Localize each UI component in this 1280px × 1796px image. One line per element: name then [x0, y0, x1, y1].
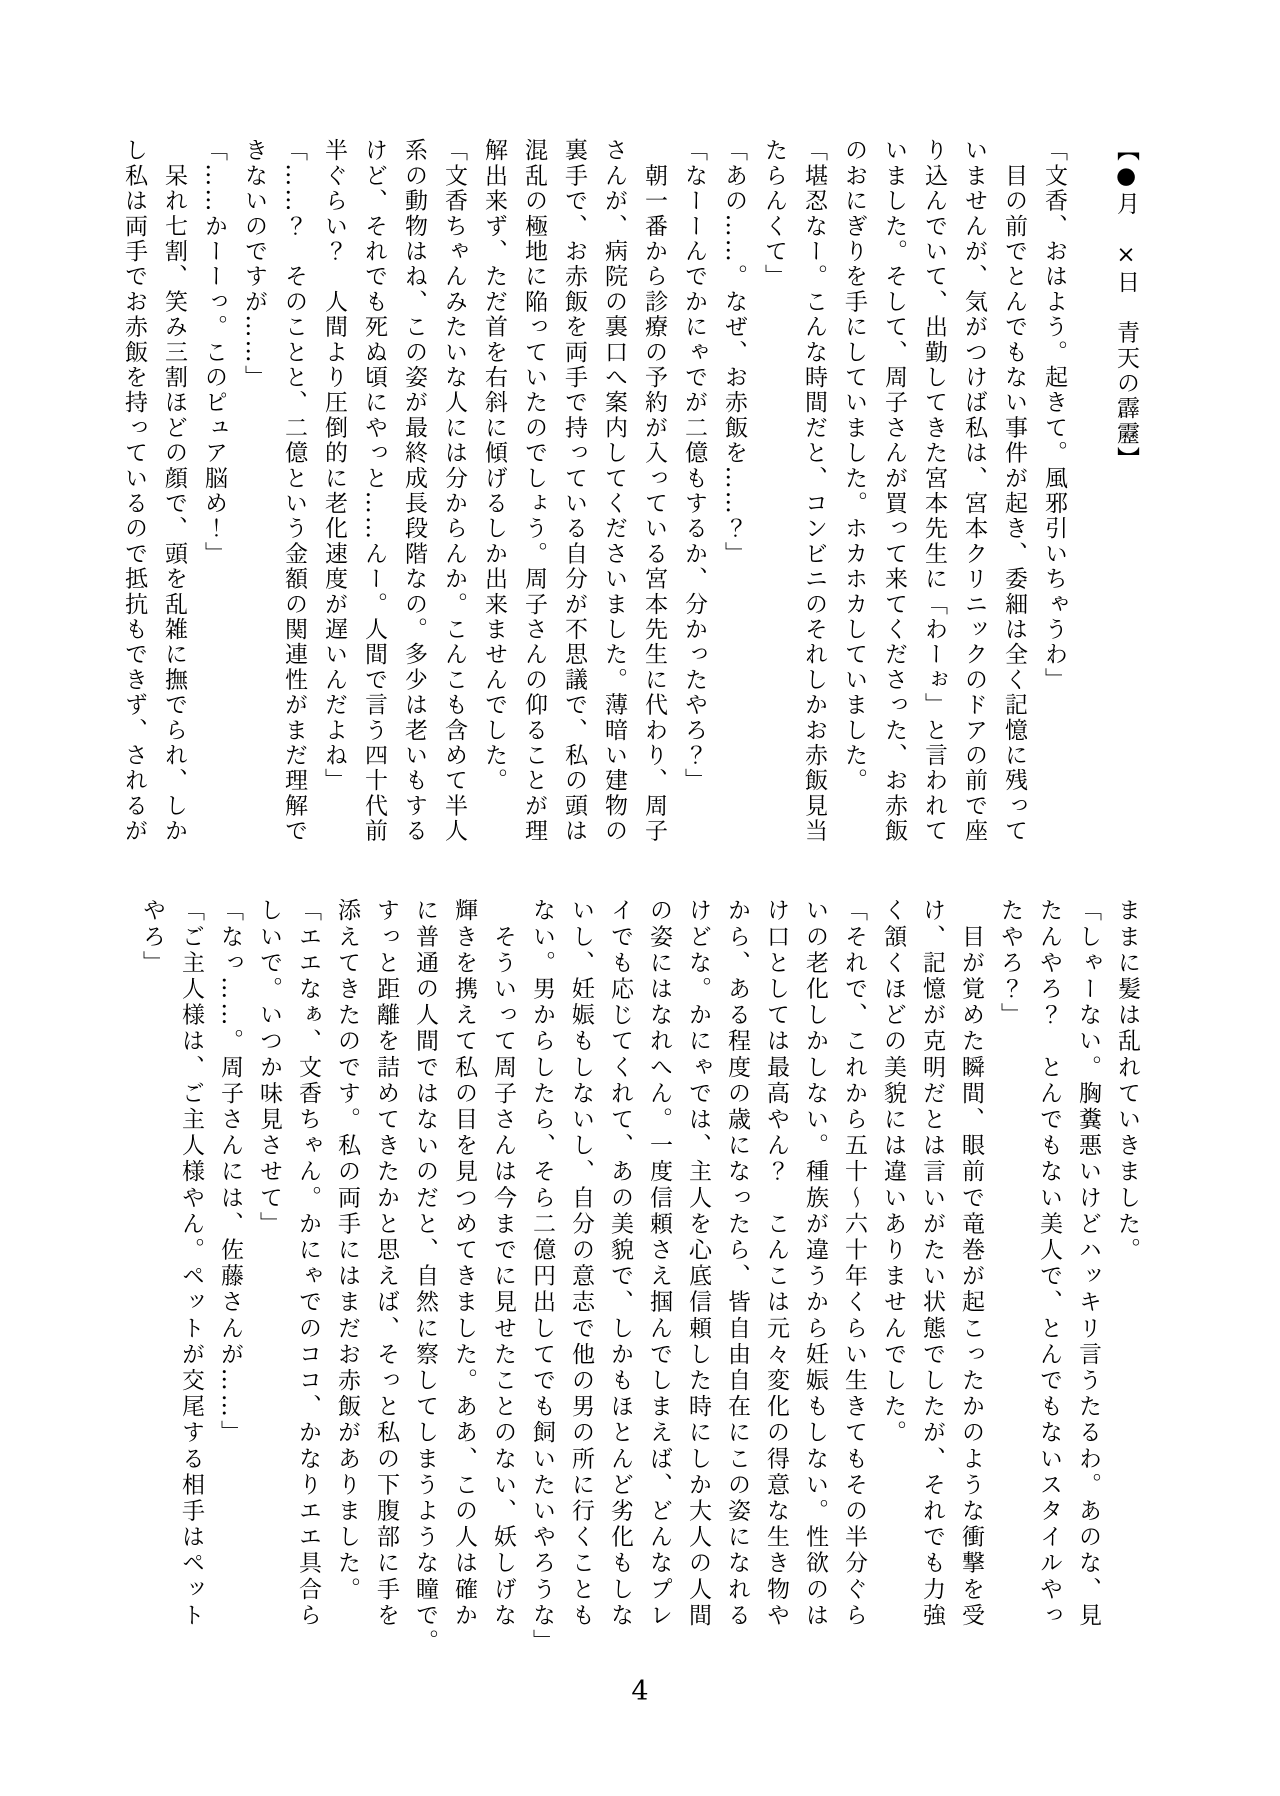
text-line: ない。男からしたら、そら二億円出してでも飼いたいやろうな」: [529, 898, 555, 1655]
text-line: イでも応じてくれて、あの美貌で、しかもほとんど劣化もしな: [607, 898, 633, 1629]
text-line: 【●月 ×日 青天の霹靂】: [1113, 138, 1139, 472]
text-line: たんやろ？ とんでもない美人で、とんでもないスタイルやっ: [1036, 898, 1062, 1629]
text-line: けどな。かにゃでは、主人を心底信頼した時にしか大人の人間: [685, 898, 711, 1629]
text-line: 「なーーんでかにゃでが二億もするか、分かったやろ？」: [681, 138, 707, 794]
text-line: 「文香ちゃんみたいな人には分からんか。こんこも含めて半人: [441, 138, 467, 844]
text-line: 輝きを携えて私の目を見つめてきました。ああ、この人は確か: [451, 898, 477, 1629]
text-line: 「……？ そのことと、二億という金額の関連性がまだ理解で: [281, 138, 307, 844]
diary-entry-top-block: [114, 138, 1146, 848]
text-line: の姿にはなれへん。一度信頼さえ掴んでしまえば、どんなプレ: [646, 898, 672, 1629]
text-line: たやろ？」: [997, 898, 1023, 1029]
text-line: 「それで、これから五十〜六十年くらい生きてもその半分ぐら: [841, 898, 867, 1629]
text-line: 「堪忍なー。こんな時間だと、コンビニのそれしかお赤飯見当: [801, 138, 827, 844]
text-line: 呆れ七割、笑み三割ほどの顔で、頭を乱雑に撫でられ、しか: [161, 138, 187, 844]
text-line: 「文香、おはよう。起きて。風邪引いちゃうわ」: [1041, 138, 1067, 693]
text-line: け口としては最高やん？ こんこは元々変化の得意な生き物や: [763, 898, 789, 1629]
text-line: 混乱の極地に陥っていたのでしょう。周子さんの仰ることが理: [521, 138, 547, 844]
text-line: 解出来ず、ただ首を右斜に傾げるしか出来ませんでした。: [481, 138, 507, 794]
text-line: 裏手で、お赤飯を両手で持っている自分が不思議で、私の頭は: [561, 138, 587, 844]
text-line: り込んでいて、出勤してきた宮本先生に「わーぉ」と言われて: [921, 138, 947, 844]
text-line: から、ある程度の歳になったら、皆自由自在にこの姿になれる: [724, 898, 750, 1629]
text-line: 系の動物はね、この姿が最終成長段階なの。多少は老いもする: [401, 138, 427, 844]
text-line: しいで。いつか味見させて」: [256, 898, 282, 1238]
text-line: 目が覚めた瞬間、眼前で竜巻が起こったかのような衝撃を受: [958, 898, 984, 1629]
page-number: 4: [631, 1676, 649, 1707]
text-line: 「しゃーない。胸糞悪いけどハッキリ言うたるわ。あのな、見: [1075, 898, 1101, 1629]
text-line: いし、妊娠もしないし、自分の意志で他の男の所に行くことも: [568, 898, 594, 1629]
text-line: 添えてきたのです。私の両手にはまだお赤飯がありました。: [334, 898, 360, 1603]
text-line: すっと距離を詰めてきたかと思えば、そっと私の下腹部に手を: [373, 898, 399, 1629]
text-line: 「……かーーっ。このピュア脳め！」: [201, 138, 227, 567]
text-line: いました。そして、周子さんが買って来てくださった、お赤飯: [881, 138, 907, 844]
diary-entry-bottom-block: [132, 898, 1146, 1655]
text-line: し私は両手でお赤飯を持っているので抵抗もできず、されるが: [121, 138, 147, 844]
text-line: に普通の人間ではないのだと、自然に察してしまうような瞳で。: [412, 898, 438, 1655]
text-line: そういって周子さんは今までに見せたことのない、妖しげな: [490, 898, 516, 1629]
text-line: 半ぐらい？ 人間より圧倒的に老化速度が遅いんだよね」: [321, 138, 347, 794]
text-line: 「なっ……。周子さんには、佐藤さんが……」: [217, 898, 243, 1447]
text-line: け、記憶が克明だとは言いがたい状態でしたが、それでも力強: [919, 898, 945, 1629]
text-line: のおにぎりを手にしていました。ホカホカしていました。: [841, 138, 867, 794]
text-line: 「エエなぁ、文香ちゃん。かにゃでのココ、かなりエエ具合ら: [295, 898, 321, 1629]
text-line: いの老化しかしない。種族が違うから妊娠もしない。性欲のは: [802, 898, 828, 1629]
text-line: 「あの……。なぜ、お赤飯を……？」: [721, 138, 747, 567]
text-line: ままに髪は乱れていきました。: [1114, 898, 1140, 1264]
text-line: きないのですが……」: [241, 138, 267, 390]
text-line: けど、それでも死ぬ頃にやっと……んー。人間で言う四十代前: [361, 138, 387, 844]
text-line: 目の前でとんでもない事件が起き、委細は全く記憶に残って: [1001, 138, 1027, 844]
text-line: 朝一番から診療の予約が入っている宮本先生に代わり、周子: [641, 138, 667, 844]
text-line: たらんくて」: [761, 138, 787, 290]
text-line: いませんが、気がつけば私は、宮本クリニックのドアの前で座: [961, 138, 987, 844]
text-line: く頷くほどの美貌には違いありませんでした。: [880, 898, 906, 1447]
text-line: 「ご主人様は、ご主人様やん。ペットが交尾する相手はペット: [178, 898, 204, 1629]
text-line: さんが、病院の裏口へ案内してくださいました。薄暗い建物の: [601, 138, 627, 844]
text-line: やろ」: [139, 898, 165, 977]
